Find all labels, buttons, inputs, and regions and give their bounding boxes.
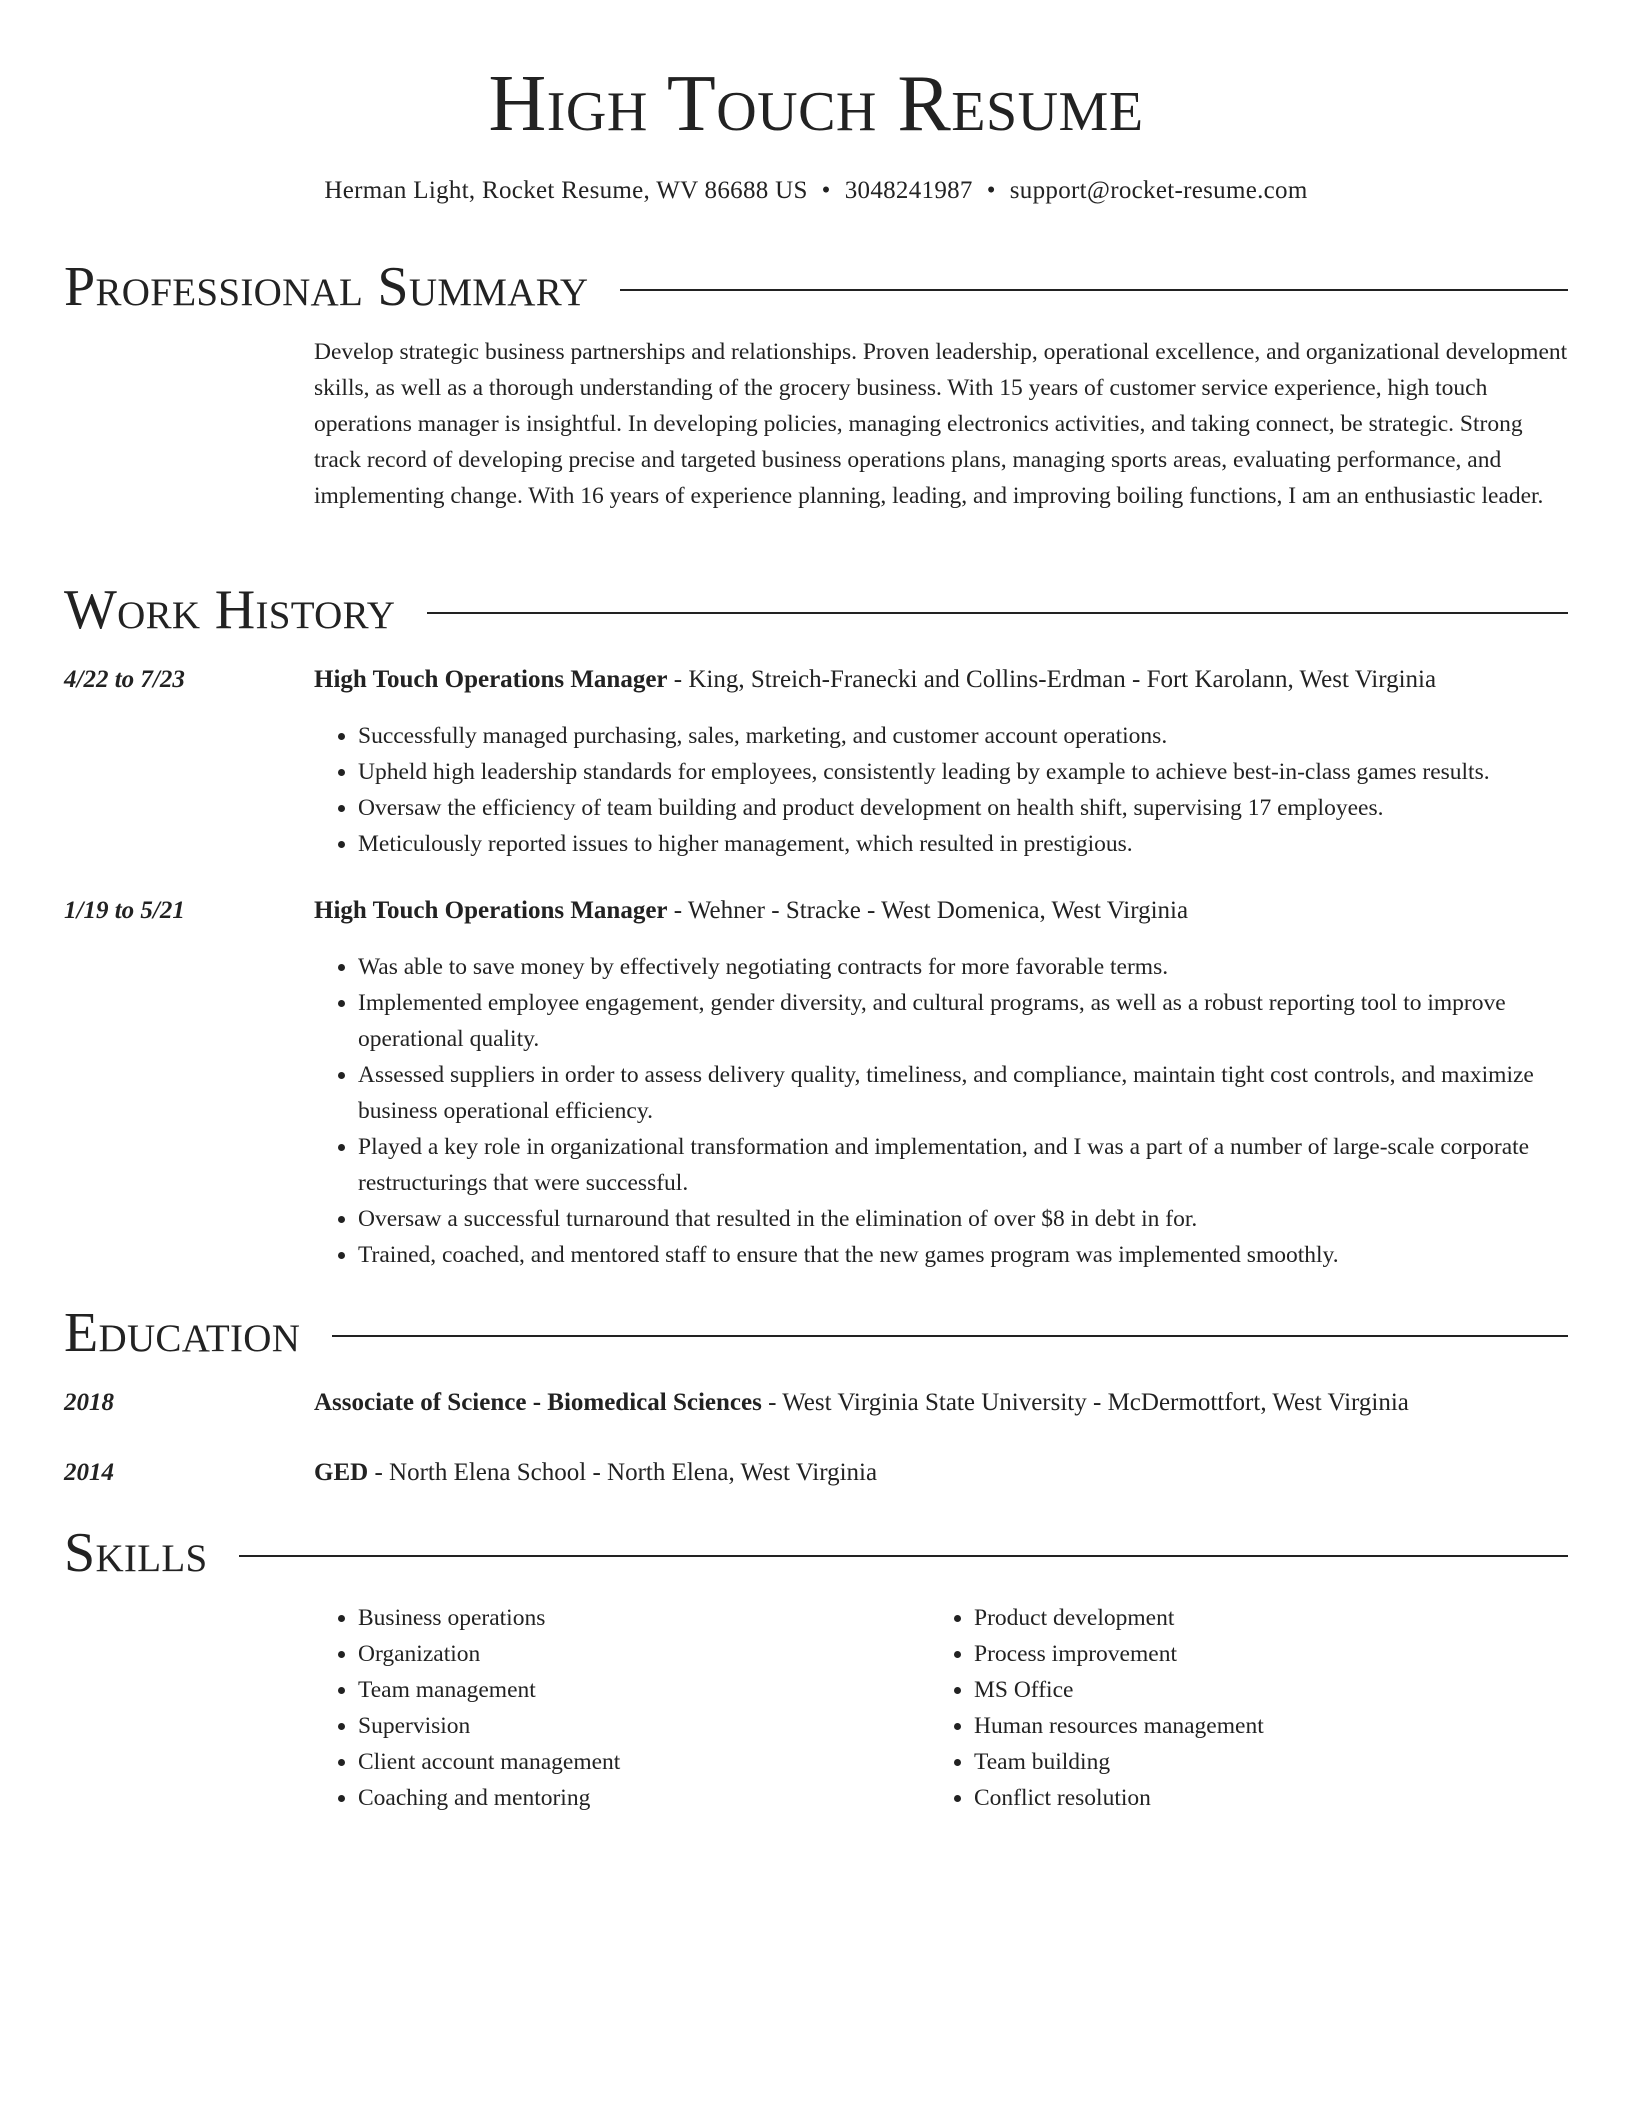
section-divider [239,1555,1568,1557]
contact-phone: 3048241987 [844,177,973,204]
skill-item: • Process improvement [974,1636,1490,1672]
job-title: High Touch Operations Manager [314,897,668,924]
job-dates: 4/22 to 7/23 [64,666,185,693]
list-item: • Trained, coached, and mentored staff to ensure that the new games program was implemented smoothly. [358,1237,1568,1273]
education-degree: GED [314,1459,369,1486]
job-bullets [314,949,1568,1273]
job-bullets [314,718,1568,862]
education-entry [314,1455,1568,1491]
contact-line [0,174,1632,208]
skill-item: • Human resources management [974,1708,1490,1744]
education-degree: Associate of Science - Biomedical Sciences [314,1389,762,1416]
list-item: • Oversaw the efficiency of team building and product development on health shift, supervising 17 employees. [358,790,1568,826]
skill-item: • Organization [358,1636,874,1672]
job-details: - King, Streich-Franecki and Collins-Erdman - Fort Karolann, West Virginia [667,666,1437,693]
list-item: • Assessed suppliers in order to assess delivery quality, timeliness, and compliance, maintain tight cost controls, and maximize business operational efficiency. [358,1057,1568,1129]
job-dates: 1/19 to 5/21 [64,897,185,924]
skill-item: • Product development [974,1600,1490,1636]
job-header [314,662,1568,698]
skill-item: • Supervision [358,1708,874,1744]
skill-item: • Coaching and mentoring [358,1780,874,1816]
list-item: • Upheld high leadership standards for employees, consistently leading by example to achieve best-in-class games results. [358,754,1568,790]
job-header [314,893,1568,929]
contact-email: support@rocket-resume.com [1009,177,1308,204]
education-heading-text: Education [64,1302,301,1364]
education-heading [64,1300,1568,1366]
list-item: • Oversaw a successful turnaround that resulted in the elimination of over $8 in debt in for. [358,1201,1568,1237]
summary-heading [64,254,1568,320]
job-title: High Touch Operations Manager [314,666,668,693]
skill-item: • Team building [974,1744,1490,1780]
list-item: • Was able to save money by effectively negotiating contracts for more favorable terms. [358,949,1568,985]
resume-name: High Touch Resume [488,60,1144,148]
skills-heading-text: Skills [64,1522,208,1584]
section-divider [427,612,1568,614]
education-entry [314,1385,1568,1421]
skills-heading [64,1520,1568,1586]
list-item: • Implemented employee engagement, gender diversity, and cultural programs, as well as a robust reporting tool to improve operational quality. [358,985,1568,1057]
skill-item: • MS Office [974,1672,1490,1708]
summary-heading-text: Professional Summary [64,256,589,318]
education-details: - West Virginia State University - McDermottfort, West Virginia [761,1389,1409,1416]
education-year: 2014 [64,1459,114,1486]
list-item: • Successfully managed purchasing, sales, marketing, and customer account operations. [358,718,1568,754]
list-item: • Played a key role in organizational transformation and implementation, and I was a part of a number of large-scale corporate restructurings that were successful. [358,1129,1568,1201]
contact-separator: • [986,177,996,204]
education-details: - North Elena School - North Elena, West Virginia [368,1459,878,1486]
contact-address: Herman Light, Rocket Resume, WV 86688 US [324,177,808,204]
skill-item: • Business operations [358,1600,874,1636]
section-divider [332,1335,1568,1337]
job-details: - Wehner - Stracke - West Domenica, West Virginia [667,897,1189,924]
skills-list-right [930,1600,1490,1816]
section-divider [620,289,1568,291]
summary-text: Develop strategic business partnerships and relationships. Proven leadership, operational excellence, and organizational development skills, as well as a thorough understanding of the grocery business. With 15 years of customer service experience, high touch operations manager is insightful. In developing policies, managing electronics activities, and taking connect, be strategic. Strong track record of developing precise and targeted business operations plans, managing sports areas, evaluating performance, and implementing change. With 16 years of experience planning, leading, and improving boiling functions, I am an enthusiastic leader. [314,339,1568,509]
contact-separator: • [821,177,831,204]
education-year: 2018 [64,1389,114,1416]
work-history-heading-text: Work History [64,579,396,641]
work-history-heading [64,577,1568,643]
skills-list-left [314,1600,874,1816]
list-item: • Meticulously reported issues to higher management, which resulted in prestigious. [358,826,1568,862]
skill-item: • Client account management [358,1744,874,1780]
skill-item: • Conflict resolution [974,1780,1490,1816]
skill-item: • Team management [358,1672,874,1708]
